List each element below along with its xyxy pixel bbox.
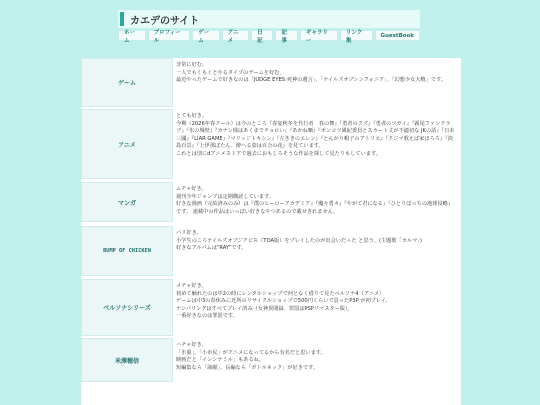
row-yonezawa xyxy=(81,338,461,382)
nav-bar xyxy=(118,29,420,44)
row-label: マンガ xyxy=(81,182,173,222)
row-text: バリ好き。 小学生のころテイルズオブジアビス（TOA版）をプレイしたのが出会いだった と思う。(主題歌「カルマ」) 好きなアルバムは"RAY"です。 xyxy=(176,230,422,251)
nav-diary[interactable]: 日記 xyxy=(251,30,273,41)
site-header xyxy=(118,10,420,28)
row-text: 非常に好む。 一人でもくもくとやるタイプのゲームを好む。 最近やったゲームで好きなのは「JUDGE EYES:死神の遺言」、「テイルズオブシンフォニア」、「幻想少女大戦」です。 xyxy=(176,62,446,83)
row-label: 米澤穂信 xyxy=(81,338,173,382)
content-table xyxy=(81,58,461,405)
row-game xyxy=(81,58,461,107)
row-label: ゲーム xyxy=(81,58,173,107)
row-bump xyxy=(81,226,461,276)
site-title: カエデのサイト xyxy=(130,15,200,27)
row-label: アニメ xyxy=(81,109,173,179)
row-text: とても好き。 今期（2026年春クール）は今のところ『春宴秋冬を代行者 春の舞』『勇者のクズ』『勇者のツガイ』『霧尾ファンクラブ』『氷の城壁』『カナン様はあくまでチョロい』『あかね噺』『ポンコツ風紀委員とスカート丈が不適切な JKの話』『日本三國』『LIAR GAME』『マリッジトキシン』『左ききのエレン』『とんがり帽子のアトリエ』『クジマ歌えば家ほろろ』『淡島百景』『上伊那ぼたん、酔へる姿は百合の花』を見ています。 これとは別にdアニメストアで過去におもしろそうな作品を探して見たりもしています。 xyxy=(176,113,455,157)
row-manga xyxy=(81,182,461,222)
row-label: BUMP OF CHICKEN xyxy=(81,226,173,276)
nav-anime[interactable]: アニメ xyxy=(222,30,249,41)
nav-home[interactable]: ホーム xyxy=(118,30,146,41)
row-label: ペルソナシリーズ xyxy=(81,279,173,336)
row-text: ハチャ好き。 「氷菓」、「小市民」がアニメになってるから有名だと思います。 映画だと「インシテミル」もあるね。 短編集なら「満願」、長編なら「ボトルネック」が好きです。 xyxy=(176,342,326,371)
header-accent-bar xyxy=(120,12,124,26)
row-text: メチャ好き。 初めて触れたのは中2の時にレンタルショップで何となく借りて見たペルソナ4（アニメ） ゲームは中3の春休みに近所のリサイクルショップで500円くらいで買ったP3P が初プレイ。 ナンバリングはすべてプレイ済み（女神異聞録、罪罰はPSPリマスター版）。 一番好きなのは罪罰です。 xyxy=(176,283,391,319)
nav-links[interactable]: リンク集 xyxy=(340,30,373,41)
nav-articles[interactable]: 記事 xyxy=(275,30,297,41)
nav-gallery[interactable]: ギャラリー xyxy=(300,30,338,41)
nav-game[interactable]: ゲーム xyxy=(192,30,220,41)
row-text: ムチャ好き。 週刊少年ジャンプは定期購読しています。 好きな漫画（完結済みのみ）は『僕のヒーローアカデミア』『魔々勇々』『やがて君になる』『ひとりぼっちの地球侵略』です。 連載中の作品はいっぱい好きなやつあるので載せきれません。 xyxy=(176,186,453,215)
nav-profile[interactable]: プロフィール xyxy=(148,30,191,41)
row-anime xyxy=(81,109,461,179)
nav-guestbook[interactable]: GuestBook xyxy=(375,30,420,41)
row-persona xyxy=(81,279,461,336)
